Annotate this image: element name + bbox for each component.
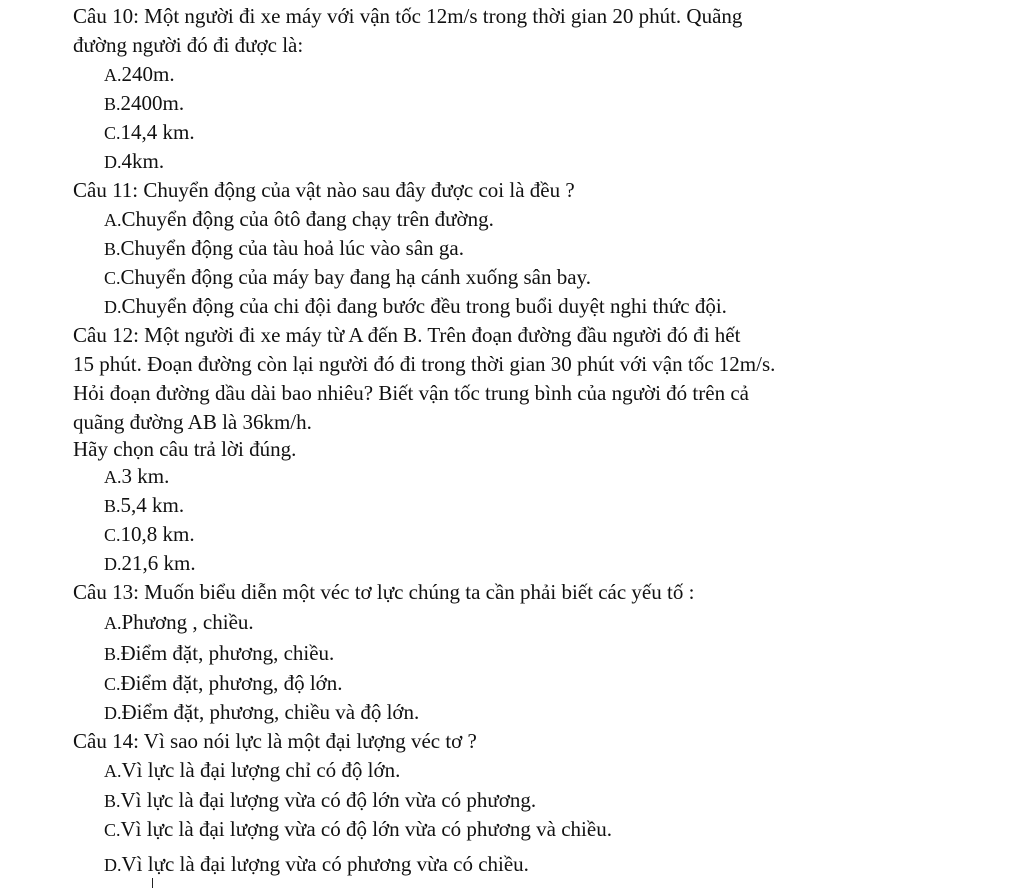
option-letter: B. — [104, 239, 121, 259]
question-10-option-d — [104, 149, 164, 174]
option-letter: A. — [104, 613, 122, 633]
option-text: Điểm đặt, phương, chiều và độ lớn. — [121, 700, 420, 724]
option-letter: D. — [104, 554, 122, 574]
option-text: Vì lực là đại lượng vừa có độ lớn vừa có phương. — [120, 788, 537, 812]
option-text: Vì lực là đại lượng vừa có độ lớn vừa có phương và chiều. — [120, 817, 612, 841]
question-11-option-b — [104, 236, 464, 261]
option-letter: B. — [104, 644, 121, 664]
question-13-line-1: Câu 13: Muốn biểu diễn một véc tơ lực chúng ta cần phải biết các yếu tố : — [73, 580, 695, 604]
option-letter: C. — [104, 525, 121, 545]
option-text: Vì lực là đại lượng chỉ có độ lớn. — [121, 758, 401, 782]
option-letter: D. — [104, 297, 122, 317]
question-11-option-a — [104, 207, 494, 232]
option-letter: D. — [104, 152, 122, 172]
question-10-option-a — [104, 62, 175, 87]
question-11-option-d — [104, 294, 727, 319]
option-text: 21,6 km. — [121, 551, 196, 575]
option-letter: A. — [104, 65, 122, 85]
option-text: 10,8 km. — [120, 522, 195, 546]
question-12-line-5: Hãy chọn câu trả lời đúng. — [73, 437, 297, 461]
question-12-option-c — [104, 522, 195, 547]
question-14-option-c — [104, 817, 612, 842]
question-13-option-d — [104, 700, 419, 725]
question-12-line-2: 15 phút. Đoạn đường còn lại người đó đi trong thời gian 30 phút với vận tốc 12m/s. — [73, 352, 776, 376]
question-11-line-1: Câu 11: Chuyển động của vật nào sau đây được coi là đều ? — [73, 178, 575, 202]
option-text: 240m. — [121, 62, 175, 86]
question-12-option-a — [104, 464, 169, 489]
option-text: Chuyển động của máy bay đang hạ cánh xuống sân bay. — [120, 265, 591, 289]
option-text: Chuyển động của chi đội đang bước đều trong buổi duyệt nghi thức đội. — [121, 294, 727, 318]
question-13-option-a — [104, 610, 254, 635]
question-14-line-1: Câu 14: Vì sao nói lực là một đại lượng véc tơ ? — [73, 729, 477, 753]
question-14-option-b — [104, 788, 536, 813]
option-letter: A. — [104, 467, 122, 487]
option-text: 2400m. — [120, 91, 185, 115]
option-text: Điểm đặt, phương, độ lớn. — [120, 671, 343, 695]
option-letter: D. — [104, 703, 122, 723]
option-letter: B. — [104, 496, 121, 516]
question-12-line-1: Câu 12: Một người đi xe máy từ A đến B. Trên đoạn đường đầu người đó đi hết — [73, 323, 741, 347]
option-letter: A. — [104, 761, 122, 781]
option-text: 5,4 km. — [120, 493, 185, 517]
question-14-option-a — [104, 758, 400, 783]
option-text: Chuyển động của ôtô đang chạy trên đường. — [121, 207, 494, 231]
option-letter: C. — [104, 674, 121, 694]
option-text: 3 km. — [121, 464, 170, 488]
question-12-option-d — [104, 551, 196, 576]
option-text: Điểm đặt, phương, chiều. — [120, 641, 335, 665]
option-text: Phương , chiều. — [121, 610, 254, 634]
text-cursor — [152, 878, 153, 888]
option-text: 14,4 km. — [120, 120, 195, 144]
option-letter: C. — [104, 820, 121, 840]
question-12-line-3: Hỏi đoạn đường dầu dài bao nhiêu? Biết vận tốc trung bình của người đó trên cả — [73, 381, 749, 405]
option-letter: B. — [104, 94, 121, 114]
option-text: Chuyển động của tàu hoả lúc vào sân ga. — [120, 236, 465, 260]
option-letter: C. — [104, 268, 121, 288]
question-14-option-d — [104, 852, 529, 877]
option-text: Vì lực là đại lượng vừa có phương vừa có chiều. — [121, 852, 529, 876]
question-10-line-1: Câu 10: Một người đi xe máy với vận tốc 12m/s trong thời gian 20 phút. Quãng — [73, 4, 743, 28]
question-11-option-c — [104, 265, 591, 290]
question-10-option-b — [104, 91, 184, 116]
question-13-option-b — [104, 641, 334, 666]
question-13-option-c — [104, 671, 343, 696]
option-text: 4km. — [121, 149, 165, 173]
question-10-option-c — [104, 120, 195, 145]
option-letter: A. — [104, 210, 122, 230]
question-12-option-b — [104, 493, 184, 518]
option-letter: C. — [104, 123, 121, 143]
question-10-line-2: đường người đó đi được là: — [73, 33, 304, 57]
option-letter: B. — [104, 791, 121, 811]
option-letter: D. — [104, 855, 122, 875]
question-12-line-4: quãng đường AB là 36km/h. — [73, 410, 312, 434]
